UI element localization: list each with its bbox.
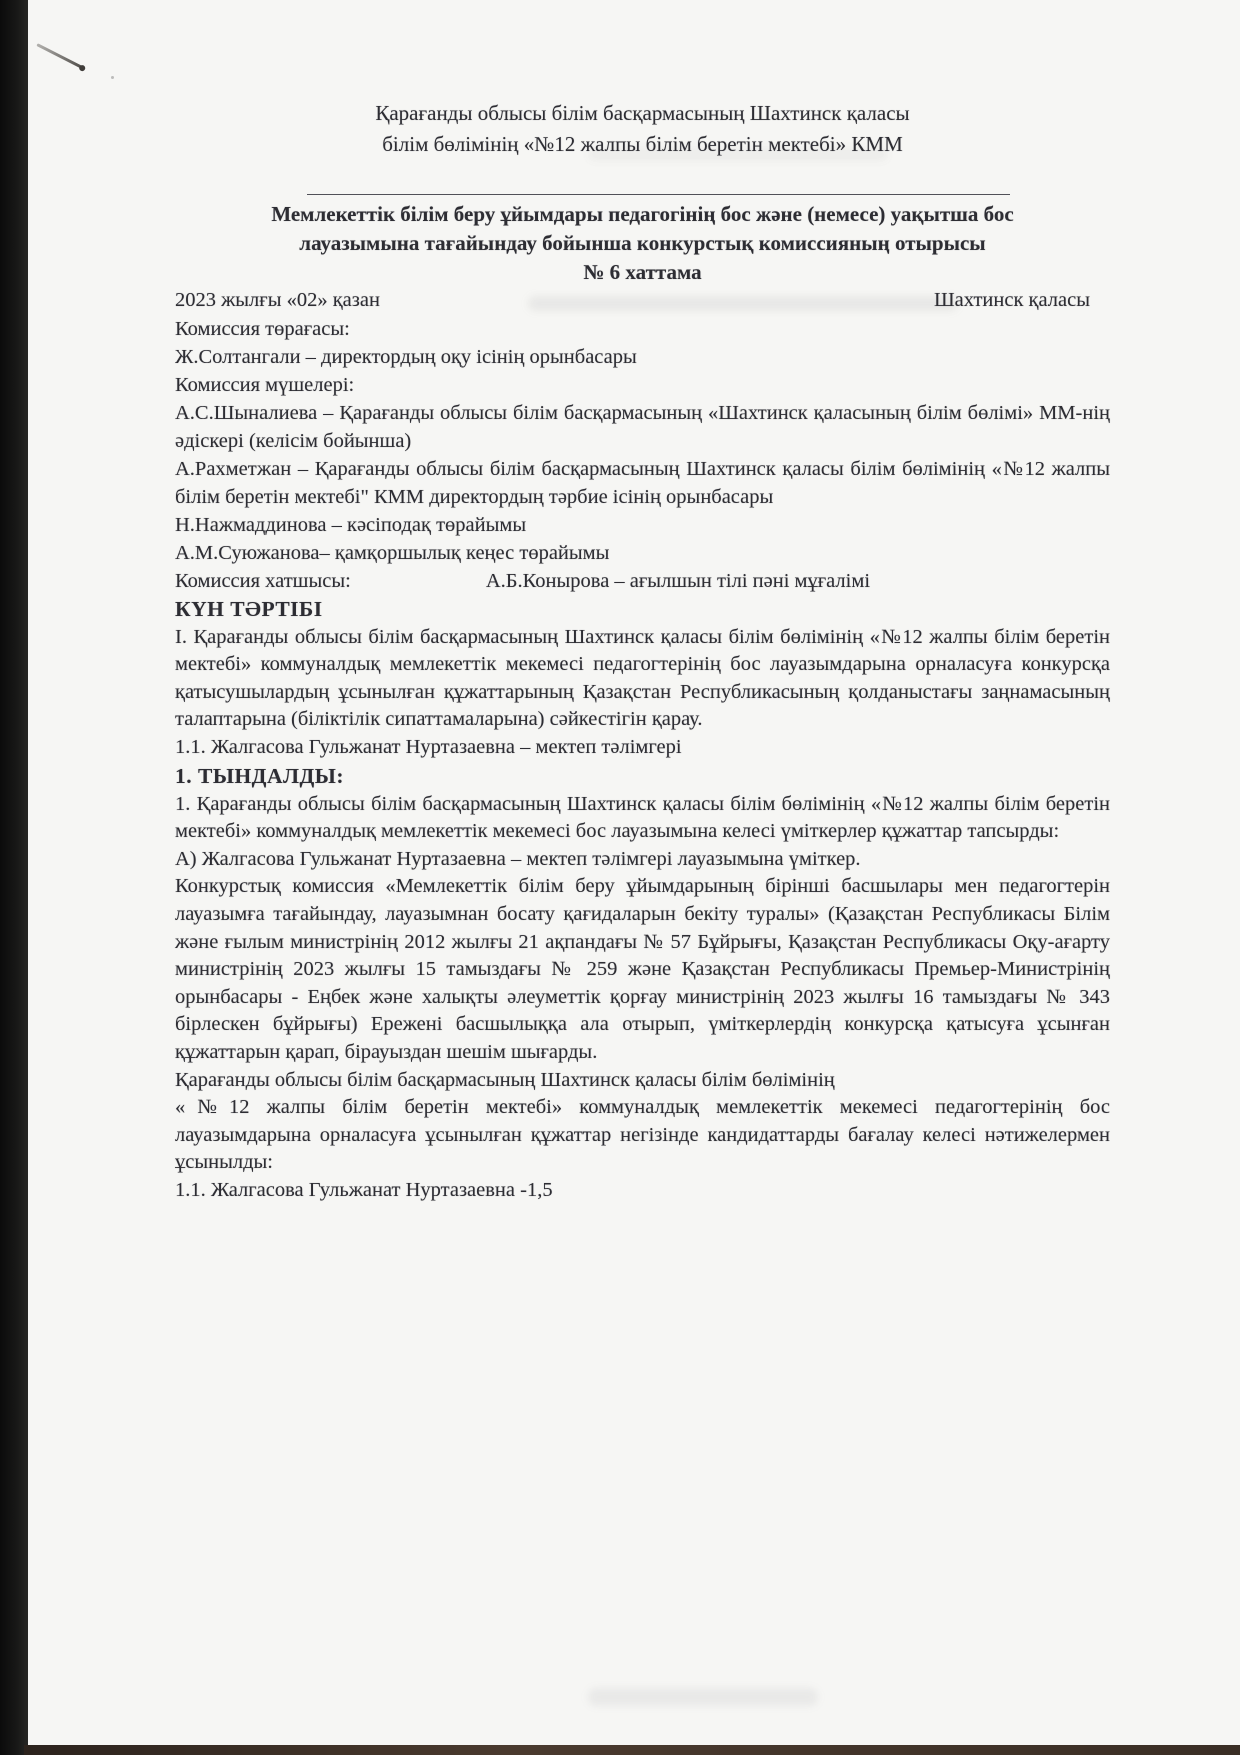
scanned-paper <box>28 0 1210 1746</box>
date-place-row <box>175 287 1110 315</box>
org-name-line2: білім бөлімінің «№12 жалпы білім беретін мектебі» КММ <box>382 132 903 156</box>
protocol-place: Шахтинск қаласы <box>933 289 1090 311</box>
commission-chair: Ж.Солтангали – директордың оқу ісінің орынбасары <box>175 345 637 368</box>
commission-members-label: Комиссия мүшелері: <box>175 373 355 396</box>
commission-member: А.М.Суюжанова– қамқоршылық кеңес төрайымы <box>175 541 610 564</box>
document-title-line1: Мемлекеттік білім беру ұйымдары педагогінің бос және (немесе) уақытша бос <box>271 202 1014 226</box>
agenda-item: I. Қарағанды облысы білім басқармасының Шахтинск қаласы білім бөлімінің «№12 жалпы білім беретін мектебі» коммуналдық мемлекеттік мекемесі педагогтерінің бос лауазымдарына орналасуға конкурсқа қатысушылардың ұсынылған құжаттарының Қазақстан Республикасының қолданыстағы заңнамасының талаптарына (біліктілік сипаттамаларына) сәйкестігін қарау. <box>175 625 1110 731</box>
heard-paragraph: Қарағанды облысы білім басқармасының Шахтинск қаласы білім бөлімінің <box>175 1068 835 1091</box>
document-title <box>175 200 1110 287</box>
commission-secretary-label: Комиссия хатшысы: <box>175 569 351 592</box>
agenda-heading: КҮН ТӘРТІБІ <box>175 596 323 621</box>
evaluation-result: 1.1. Жалгасова Гульжанат Нуртазаевна -1,5 <box>175 1178 553 1201</box>
org-name-line1: Қарағанды облысы білім басқармасының Шахтинск қаласы <box>375 101 910 125</box>
commission-secretary-row <box>175 567 1110 595</box>
pen-mark <box>36 43 84 69</box>
document-content <box>175 0 1110 1204</box>
photo-left-edge <box>0 0 28 1755</box>
commission-member: А.Рахметжан – Қарағанды облысы білім басқармасының Шахтинск қаласы білім бөлімінің «№12 жалпы білім беретін мектебі" КММ директордың тәрбие ісінің орынбасары <box>175 457 1110 508</box>
protocol-number: № 6 хаттама <box>583 260 702 284</box>
paper-speck <box>111 76 114 79</box>
commission-member: А.С.Шыналиева – Қарағанды облысы білім басқармасының «Шахтинск қаласының білім бөлімі» ММ-нің әдіскері (келісім бойынша) <box>175 401 1110 452</box>
org-header <box>175 0 1110 160</box>
heard-candidate-line: А) Жалгасова Гульжанат Нуртазаевна – мектеп тәлімгері лауазымына үміткер. <box>175 847 861 870</box>
agenda-subitem: 1.1. Жалгасова Гульжанат Нуртазаевна – мектеп тәлімгері <box>175 735 682 758</box>
commission-secretary: А.Б.Конырова – ағылшын тілі пәні мұғалімі <box>485 569 871 592</box>
photo-bottom-edge <box>24 1745 1240 1755</box>
commission-member: Н.Нажмаддинова – кәсіподақ төрайымы <box>175 513 527 536</box>
protocol-date: 2023 жылғы «02» қазан <box>175 289 380 311</box>
header-underline <box>307 194 1010 195</box>
commission-block <box>175 315 1110 595</box>
heard-paragraph: Конкурстық комиссия «Мемлекеттік білім беру ұйымдарының бірінші басшылары мен педагогтерін лауазымға тағайындау, лауазымнан босату қағидаларын бекіту туралы» (Қазақстан Республикасы Білім және ғылым министрінің 2012 жылғы 21 ақпандағы № 57 Бұйрығы, Қазақстан Республикасы Оқу-ағарту министрінің 2023 жылғы 15 тамыздағы № 259 және Қазақстан Республикасы Премьер-Министрінің орынбасары - Еңбек және халықты әлеуметтік қорғау министрінің 2023 жылғы 16 тамыздағы № 343 бірлескен бұйрығы) Ережені басшылыққа ала отырып, үміткерлердің конкурсқа қатысуға ұсынған құжаттарын қарап, бірауыздан шешім шығарды. <box>175 875 1110 1063</box>
heard-heading: 1. ТЫНДАЛДЫ: <box>175 763 345 788</box>
heard-paragraph: 1. Қарағанды облысы білім басқармасының Шахтинск қаласы білім бөлімінің «№12 жалпы білім беретін мектебі» коммуналдық мемлекеттік мекемесі бос лауазымына келесі үміткерлер құжаттар тапсырды: <box>175 792 1110 843</box>
commission-chair-label: Комиссия төрағасы: <box>175 317 350 340</box>
heard-paragraph: «№12 жалпы білім беретін мектебі» коммуналдық мемлекеттік мекемесі педагогтерінің бос лауазымдарына орналасуға ұсынылған құжаттар негізінде кандидаттарды бағалау келесі нәтижелермен ұсынылды: <box>175 1096 1110 1174</box>
bleedthrough-smudge <box>588 1688 818 1706</box>
document-title-line2: лауазымына тағайындау бойынша конкурстық комиссияның отырысы <box>299 231 986 255</box>
